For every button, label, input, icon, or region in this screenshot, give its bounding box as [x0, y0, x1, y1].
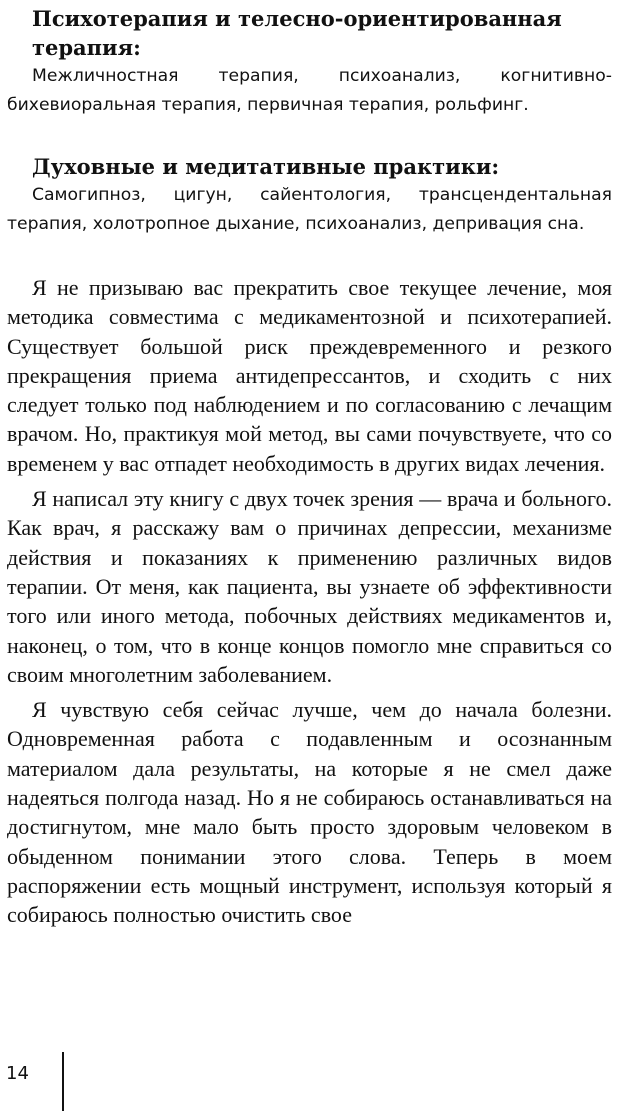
page-number: 14 — [6, 1063, 29, 1084]
section-heading: Духовные и медитативные практики: — [32, 154, 500, 179]
paragraph: Я чувствую себя сейчас лучше, чем до начала болезни. Одновременная работа с подавленным и осознанным материалом дала результаты, на которые я не смел даже надеяться полгода назад. Но я не собираюсь останавливаться на достигнутом, мне мало быть просто здоровым человеком в обыденном понимании этого слова. Теперь в моем распоряжении есть мощный инструмент, используя который я собираюсь полностью очистить свое — [7, 697, 612, 928]
practices-list-section — [7, 152, 612, 239]
section-body: Самогипноз, цигун, сайентология, трансцендентальная терапия, холотропное дыхание, психоанализ, депривация сна. — [7, 185, 612, 234]
page-divider — [62, 1052, 64, 1111]
therapy-list-section — [7, 4, 612, 120]
section-heading: Психотерапия и телесно-ориентированная терапия: — [32, 6, 562, 60]
body-text — [7, 273, 612, 930]
paragraph: Я написал эту книгу с двух точек зрения — врача и больного. Как врач, я расскажу вам о причинах депрессии, механизме действия и показаниях к применению различных видов терапии. От меня, как пациента, вы узнаете об эффективности того или иного метода, побочных действиях медикаментов и, наконец, о том, что в конце концов помогло мне справиться со своим многолетним заболеванием. — [7, 486, 612, 687]
paragraph: Я не призываю вас прекратить свое текущее лечение, моя методика совместима с медикаментозной и психотерапией. Существует большой риск преждевременного и резкого прекращения приема антидепрессантов, и сходить с них следует только под наблюдением и по согласованию с лечащим врачом. Но, практикуя мой метод, вы сами почувствуете, что со временем у вас отпадет необходимость в других видах лечения. — [7, 275, 612, 476]
page-footer — [0, 1052, 620, 1111]
page-content — [7, 4, 612, 930]
section-body: Межличностная терапия, психоанализ, когнитивно-бихевиоральная терапия, первичная терапия, рольфинг. — [7, 66, 612, 115]
